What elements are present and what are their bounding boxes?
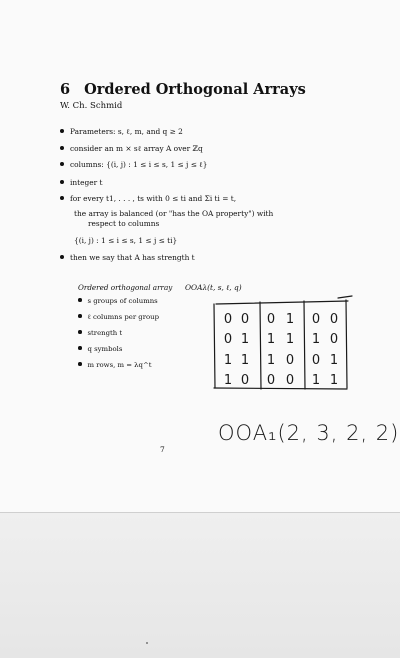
- section-number: 6: [60, 81, 71, 98]
- example-heading: Ordered orthogonal array: [78, 283, 173, 292]
- bullet-array: consider an m × sℓ array A over ℤq: [60, 144, 203, 153]
- array-cell: 0: [311, 353, 321, 368]
- array-divider-1: [260, 302, 261, 389]
- bullet-columns: columns: {(i, j) : 1 ≤ i ≤ s, 1 ≤ j ≤ ℓ}: [60, 160, 207, 169]
- bullet-parameters: Parameters: s, ℓ, m, and q ≥ 2: [60, 127, 183, 136]
- array-cell: 1: [223, 373, 233, 388]
- array-cell: 0: [223, 332, 233, 347]
- bullet-strength: then we say that A has strength t: [60, 253, 195, 262]
- array-cell: 1: [329, 353, 339, 368]
- array-corner-stroke: [338, 296, 352, 298]
- array-divider-2: [304, 301, 305, 389]
- array-cell: 0: [266, 373, 276, 388]
- array-cell: 1: [266, 353, 276, 368]
- column-formula: {(i, j) : 1 ≤ i ≤ s, 1 ≤ j ≤ ti}: [74, 236, 178, 245]
- example-item: strength t: [78, 329, 122, 337]
- array-cell: 1: [285, 332, 295, 347]
- array-cell: 1: [240, 353, 250, 368]
- page-number: 7: [160, 445, 165, 454]
- array-cell: 0: [285, 353, 295, 368]
- array-bottom-line: [214, 388, 347, 389]
- example-item: s groups of columns: [78, 297, 158, 305]
- array-cell: 0: [311, 312, 321, 327]
- array-cell: 0: [223, 312, 233, 327]
- array-cell: 1: [285, 312, 295, 327]
- balanced-line-2: respect to columns: [88, 219, 160, 228]
- array-cell: 1: [240, 332, 250, 347]
- array-cell: 0: [266, 312, 276, 327]
- scan-speck: [146, 642, 148, 644]
- handwritten-caption: OOA₁(2, 3, 2, 2): [218, 421, 400, 445]
- bullet-integer-t: integer t: [60, 178, 102, 187]
- array-cell: 0: [240, 312, 250, 327]
- ooa-notation: OOAλ(t, s, ℓ, q): [185, 283, 242, 292]
- array-cell: 1: [311, 373, 321, 388]
- scan-lower-band: [0, 513, 400, 658]
- section-title: Ordered Orthogonal Arrays: [84, 81, 306, 98]
- array-cell: 0: [240, 373, 250, 388]
- example-item: m rows, m = λq^t: [78, 361, 152, 369]
- array-cell: 1: [266, 332, 276, 347]
- array-left-line: [214, 304, 215, 388]
- array-cell: 0: [329, 332, 339, 347]
- balanced-line-1: the array is balanced (or "has the OA property") with: [74, 209, 274, 218]
- array-right-line: [346, 300, 347, 388]
- example-item: ℓ columns per group: [78, 313, 159, 321]
- author-line: W. Ch. Schmid: [60, 101, 123, 111]
- example-item: q symbols: [78, 345, 122, 353]
- array-cell: 1: [223, 353, 233, 368]
- array-top-line: [216, 301, 348, 304]
- bullet-for-every: for every t1, . . . , ts with 0 ≤ ti and Σi ti = t,: [60, 194, 236, 203]
- array-cell: 0: [285, 373, 295, 388]
- array-cell: 0: [329, 312, 339, 327]
- array-cell: 1: [329, 373, 339, 388]
- array-cell: 1: [311, 332, 321, 347]
